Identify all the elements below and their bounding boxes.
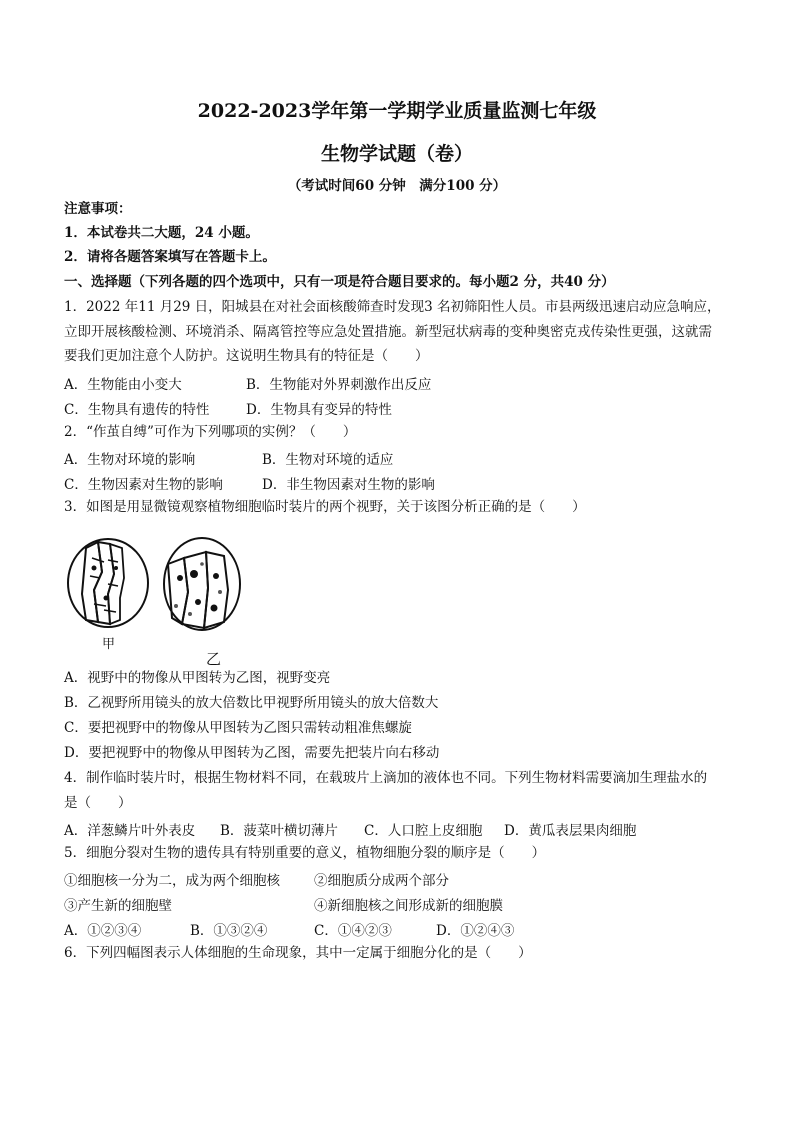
question-2-option-c: C．生物因素对生物的影响 — [64, 477, 223, 493]
field-of-view-yi — [164, 538, 240, 630]
figure-label-jia: 甲 — [102, 637, 116, 652]
question-5-option-b: B．①③②④ — [190, 923, 268, 939]
notes-heading: 注意事项： — [64, 201, 132, 217]
question-1-text: 1．2022 年11 月29 日，阳城县在对社会面核酸筛查时发现3 名初筛阳性人员。市县两级迅速启动应急响应， — [64, 299, 721, 315]
question-3-text: 3．如图是用显微镜观察植物细胞临时装片的两个视野，关于该图分析正确的是（ ） — [64, 499, 586, 515]
question-3-option-a: A．视野中的物像从甲图转为乙图，视野变亮 — [64, 670, 331, 686]
question-1-text: 要我们更加注意个人防护。这说明生物具有的特征是（ ） — [64, 348, 429, 364]
question-5-option-c: C．①④②③ — [314, 923, 392, 939]
question-4-option-c: C．人口腔上皮细胞 — [364, 823, 483, 839]
exam-info: （考试时间60 分钟 满分100 分） — [287, 178, 507, 194]
question-5-option-d: D．①②④③ — [436, 923, 515, 939]
question-3-option-d: D．要把视野中的物像从甲图转为乙图，需要先把装片向右移动 — [64, 745, 440, 761]
question-1-option-d: D．生物具有变异的特性 — [246, 402, 392, 418]
question-2-text: 2．“作茧自缚”可作为下列哪项的实例？（ ） — [64, 424, 357, 440]
question-5-option-a: A．①②③④ — [64, 923, 142, 939]
section-heading: 一、选择题（下列各题的四个选项中，只有一项是符合题目要求的。每小题2 分，共40 分） — [64, 274, 615, 290]
question-4-option-b: B．菠菜叶横切薄片 — [220, 823, 338, 839]
question-4-text: 是（ ） — [64, 795, 132, 811]
question-2-option-d: D．非生物因素对生物的影响 — [262, 477, 435, 493]
question-4-option-a: A．洋葱鳞片叶外表皮 — [64, 823, 196, 839]
exam-title: 2022-2023学年第一学期学业质量监测七年级 — [197, 100, 597, 122]
microscope-figure — [64, 528, 264, 668]
note-item: 1．本试卷共二大题，24 小题。 — [64, 225, 259, 241]
question-4-text: 4．制作临时装片时，根据生物材料不同，在载玻片上滴加的液体也不同。下列生物材料需要滴加生理盐水的 — [64, 770, 708, 786]
question-5-step: ②细胞质分成两个部分 — [314, 873, 449, 889]
note-item: 2．请将各题答案填写在答题卡上。 — [64, 249, 276, 265]
field-of-view-jia — [68, 539, 148, 627]
question-1-text: 立即开展核酸检测、环境消杀、隔离管控等应急处置措施。新型冠状病毒的变种奥密克戎传染性更强，这就需 — [64, 324, 712, 340]
question-6-text: 6．下列四幅图表示人体细胞的生命现象，其中一定属于细胞分化的是（ ） — [64, 945, 532, 961]
question-1-option-c: C．生物具有遗传的特性 — [64, 402, 210, 418]
figure-label-yi: 乙 — [206, 650, 222, 668]
question-1-option-b: B．生物能对外界刺激作出反应 — [246, 377, 432, 393]
exam-subtitle: 生物学试题（卷） — [320, 143, 473, 165]
question-5-step: ④新细胞核之间形成新的细胞膜 — [314, 898, 503, 914]
question-5-step: ③产生新的细胞壁 — [64, 898, 172, 914]
question-3-option-c: C．要把视野中的物像从甲图转为乙图只需转动粗准焦螺旋 — [64, 720, 412, 736]
question-2-option-b: B．生物对环境的适应 — [262, 452, 394, 468]
question-2-option-a: A．生物对环境的影响 — [64, 452, 196, 468]
question-3-option-b: B．乙视野所用镜头的放大倍数比甲视野所用镜头的放大倍数大 — [64, 695, 439, 711]
question-1-option-a: A．生物能由小变大 — [64, 377, 182, 393]
question-5-text: 5．细胞分裂对生物的遗传具有特别重要的意义，植物细胞分裂的顺序是（ ） — [64, 845, 546, 861]
question-5-step: ①细胞核一分为二，成为两个细胞核 — [64, 873, 280, 889]
question-4-option-d: D．黄瓜表层果肉细胞 — [504, 823, 637, 839]
